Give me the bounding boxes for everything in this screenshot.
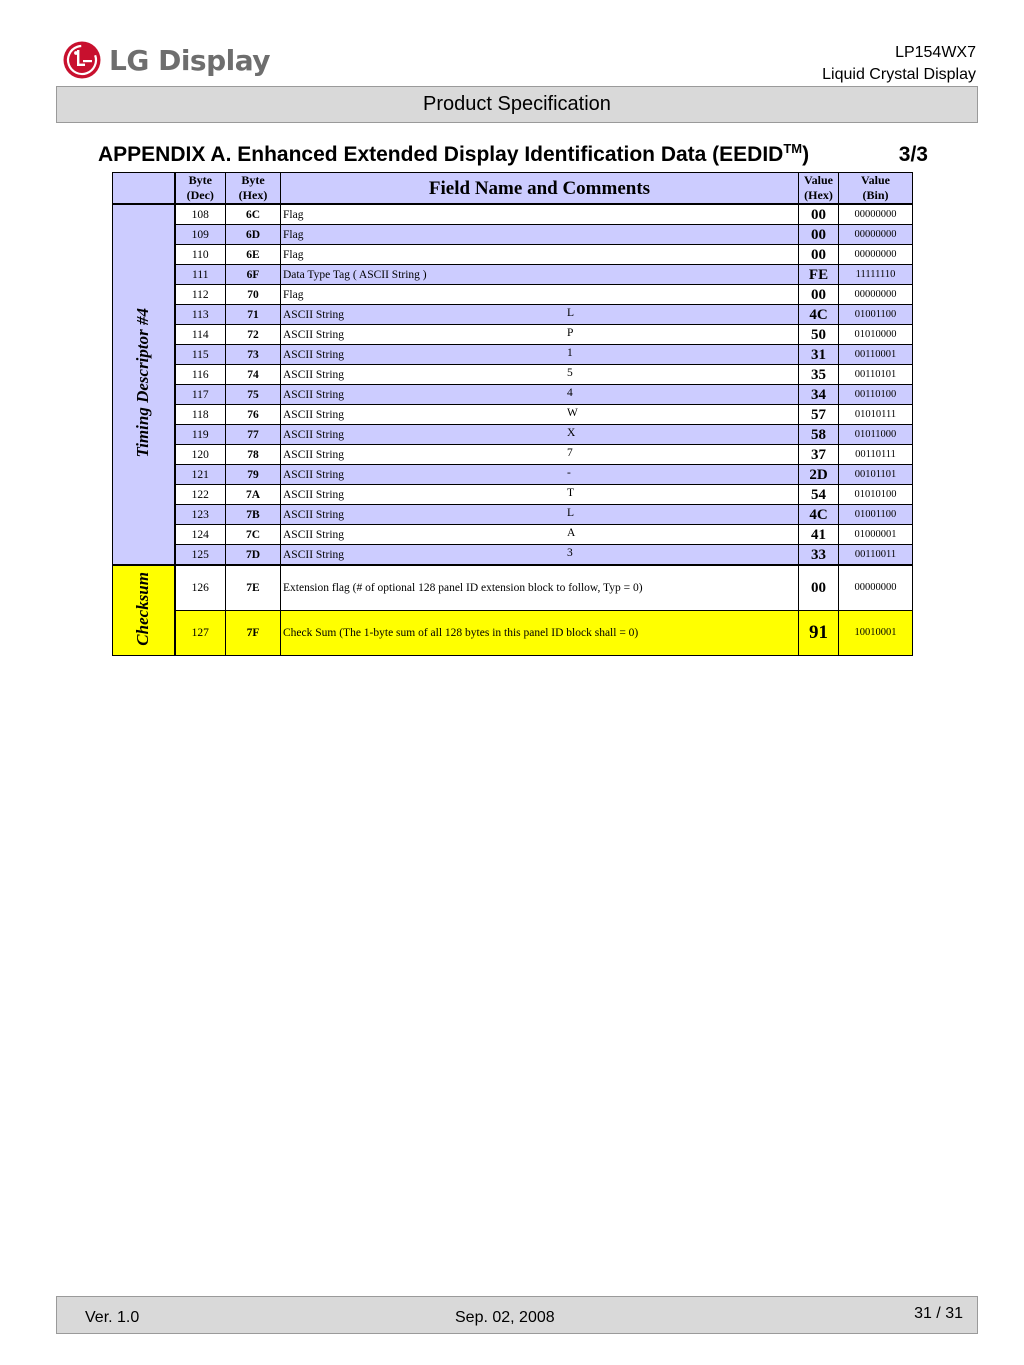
byte-dec-cell: 113: [175, 305, 226, 325]
field-cell: [281, 385, 799, 405]
header-corner: [113, 173, 175, 205]
table-row: [113, 485, 913, 505]
appendix-heading: [98, 141, 809, 167]
byte-dec-cell: 126: [175, 565, 226, 611]
footer-version: Ver. 1.0: [85, 1309, 140, 1326]
byte-dec-cell: 108: [175, 204, 226, 225]
table-row: [113, 325, 913, 345]
value-bin-cell: 10010001: [839, 611, 913, 656]
value-bin-cell: 11111110: [839, 265, 913, 285]
value-hex-cell: 00: [799, 245, 839, 265]
field-cell: [281, 611, 799, 656]
value-hex-cell: 4C: [799, 505, 839, 525]
byte-hex-cell: 7C: [226, 525, 281, 545]
value-hex-cell: 00: [799, 225, 839, 245]
header-byte-dec: Byte (Dec): [175, 173, 226, 205]
byte-dec-cell: 127: [175, 611, 226, 656]
field-cell: [281, 204, 799, 225]
field-name: ASCII String: [283, 548, 345, 561]
table-row: [113, 385, 913, 405]
ascii-char: A: [567, 527, 576, 539]
table-row: [113, 245, 913, 265]
byte-dec-cell: 123: [175, 505, 226, 525]
ascii-char: 7: [567, 447, 573, 459]
value-hex-cell: 41: [799, 525, 839, 545]
byte-hex-cell: 72: [226, 325, 281, 345]
header-byte-hex: Byte (Hex): [226, 173, 281, 205]
field-cell: [281, 485, 799, 505]
value-hex-cell: 54: [799, 485, 839, 505]
field-name: Flag: [283, 208, 304, 221]
field-name: Data Type Tag ( ASCII String ): [283, 268, 427, 281]
byte-hex-cell: 7E: [226, 565, 281, 611]
byte-dec-cell: 112: [175, 285, 226, 305]
field-name: ASCII String: [283, 388, 345, 401]
value-hex-cell: 00: [799, 565, 839, 611]
byte-hex-cell: 75: [226, 385, 281, 405]
field-cell: [281, 425, 799, 445]
value-bin-cell: 01010000: [839, 325, 913, 345]
field-name: ASCII String: [283, 328, 345, 341]
byte-dec-cell: 116: [175, 365, 226, 385]
table-row: [113, 611, 913, 656]
value-bin-cell: 00110101: [839, 365, 913, 385]
table-row: [113, 505, 913, 525]
appendix-heading-close: ): [802, 143, 810, 166]
field-cell: [281, 305, 799, 325]
byte-dec-cell: 124: [175, 525, 226, 545]
byte-dec-cell: 117: [175, 385, 226, 405]
field-name: Flag: [283, 248, 304, 261]
value-hex-cell: 00: [799, 204, 839, 225]
field-cell: [281, 325, 799, 345]
field-name: ASCII String: [283, 428, 345, 441]
field-cell: [281, 265, 799, 285]
byte-dec-cell: 110: [175, 245, 226, 265]
table-header-row: [113, 173, 913, 205]
byte-hex-cell: 71: [226, 305, 281, 325]
value-bin-cell: 00110100: [839, 385, 913, 405]
table-body: [113, 204, 913, 656]
byte-hex-cell: 6D: [226, 225, 281, 245]
value-hex-cell: 2D: [799, 465, 839, 485]
field-cell: [281, 445, 799, 465]
value-bin-cell: 00000000: [839, 245, 913, 265]
field-cell: [281, 225, 799, 245]
footer-date: Sep. 02, 2008: [455, 1309, 555, 1326]
header-value-bin: Value (Bin): [839, 173, 913, 205]
value-bin-cell: 01010111: [839, 405, 913, 425]
field-cell: [281, 525, 799, 545]
section-label-text: Checksum: [133, 571, 153, 646]
spec-title: Product Specification: [423, 93, 611, 115]
byte-dec-cell: 121: [175, 465, 226, 485]
table-row: [113, 545, 913, 566]
field-cell: [281, 405, 799, 425]
lg-display-logo: [63, 38, 270, 82]
value-bin-cell: 00110111: [839, 445, 913, 465]
ascii-char: X: [567, 427, 576, 439]
value-bin-cell: 00000000: [839, 225, 913, 245]
field-name: ASCII String: [283, 348, 345, 361]
section-label-text: Timing Descriptor #4: [133, 307, 153, 458]
field-cell: [281, 565, 799, 611]
field-name: Flag: [283, 228, 304, 241]
footer-page: 31 / 31: [914, 1305, 963, 1322]
value-hex-cell: 57: [799, 405, 839, 425]
table-row: [113, 525, 913, 545]
value-bin-cell: 01001100: [839, 305, 913, 325]
appendix-title: [98, 141, 928, 167]
footer-bar: [56, 1296, 978, 1334]
brand-name: LG Display: [109, 43, 271, 77]
value-hex-cell: 34: [799, 385, 839, 405]
value-hex-cell: 58: [799, 425, 839, 445]
edid-table: [112, 172, 913, 656]
table-row: [113, 285, 913, 305]
field-cell: [281, 465, 799, 485]
field-name: ASCII String: [283, 468, 345, 481]
value-hex-cell: 33: [799, 545, 839, 566]
table-row: [113, 445, 913, 465]
ascii-char: -: [567, 467, 571, 479]
value-bin-cell: 00110001: [839, 345, 913, 365]
value-bin-cell: 01000001: [839, 525, 913, 545]
ascii-char: 5: [567, 367, 573, 379]
byte-dec-cell: 120: [175, 445, 226, 465]
byte-hex-cell: 7B: [226, 505, 281, 525]
ascii-char: 4: [567, 387, 573, 399]
field-name: ASCII String: [283, 508, 345, 521]
header-field: Field Name and Comments: [281, 173, 799, 205]
ascii-char: 3: [567, 547, 573, 559]
byte-hex-cell: 79: [226, 465, 281, 485]
ascii-char: 1: [567, 347, 573, 359]
value-hex-cell: 00: [799, 285, 839, 305]
field-cell: [281, 345, 799, 365]
field-name: ASCII String: [283, 408, 345, 421]
table-row: [113, 305, 913, 325]
table-row: [113, 225, 913, 245]
trademark-sup: TM: [783, 141, 803, 156]
field-cell: [281, 365, 799, 385]
field-cell: [281, 505, 799, 525]
value-bin-cell: 01010100: [839, 485, 913, 505]
field-cell: [281, 245, 799, 265]
field-name: Check Sum (The 1-byte sum of all 128 bytes in this panel ID block shall = 0): [283, 627, 639, 639]
document-meta: [822, 42, 976, 86]
table-row: [113, 265, 913, 285]
value-bin-cell: 00101101: [839, 465, 913, 485]
byte-hex-cell: 76: [226, 405, 281, 425]
field-name: ASCII String: [283, 528, 345, 541]
byte-hex-cell: 7D: [226, 545, 281, 566]
value-hex-cell: FE: [799, 265, 839, 285]
byte-hex-cell: 73: [226, 345, 281, 365]
header-value-hex: Value (Hex): [799, 173, 839, 205]
table-row: [113, 425, 913, 445]
byte-hex-cell: 7A: [226, 485, 281, 505]
table-row: [113, 204, 913, 225]
byte-dec-cell: 125: [175, 545, 226, 566]
byte-hex-cell: 6F: [226, 265, 281, 285]
value-hex-cell: 35: [799, 365, 839, 385]
appendix-page-part: 3/3: [898, 143, 928, 166]
value-hex-cell: 37: [799, 445, 839, 465]
value-hex-cell: 50: [799, 325, 839, 345]
value-hex-cell: 91: [799, 611, 839, 656]
byte-hex-cell: 70: [226, 285, 281, 305]
timing-descriptor-section-label: [113, 204, 175, 565]
field-name: ASCII String: [283, 368, 345, 381]
field-name: ASCII String: [283, 488, 345, 501]
byte-hex-cell: 78: [226, 445, 281, 465]
value-bin-cell: 01001100: [839, 505, 913, 525]
ascii-char: P: [567, 327, 574, 339]
byte-dec-cell: 115: [175, 345, 226, 365]
byte-dec-cell: 111: [175, 265, 226, 285]
table-row: [113, 465, 913, 485]
byte-dec-cell: 114: [175, 325, 226, 345]
byte-dec-cell: 122: [175, 485, 226, 505]
field-name: Flag: [283, 288, 304, 301]
spec-title-bar: [56, 86, 978, 123]
value-bin-cell: 00110011: [839, 545, 913, 566]
ascii-char: L: [567, 507, 575, 519]
field-cell: [281, 285, 799, 305]
byte-dec-cell: 109: [175, 225, 226, 245]
field-name: ASCII String: [283, 448, 345, 461]
model-number: LP154WX7: [895, 44, 976, 61]
ascii-char: W: [567, 407, 578, 419]
value-bin-cell: 01011000: [839, 425, 913, 445]
byte-hex-cell: 77: [226, 425, 281, 445]
value-bin-cell: 00000000: [839, 565, 913, 611]
byte-dec-cell: 119: [175, 425, 226, 445]
table-row: [113, 345, 913, 365]
byte-hex-cell: 74: [226, 365, 281, 385]
value-hex-cell: 4C: [799, 305, 839, 325]
field-cell: [281, 545, 799, 566]
value-bin-cell: 00000000: [839, 204, 913, 225]
table-row: [113, 565, 913, 611]
byte-hex-cell: 6C: [226, 204, 281, 225]
value-hex-cell: 31: [799, 345, 839, 365]
byte-hex-cell: 6E: [226, 245, 281, 265]
byte-hex-cell: 7F: [226, 611, 281, 656]
product-type: Liquid Crystal Display: [822, 66, 976, 83]
ascii-char: T: [567, 487, 575, 499]
checksum-section-label: [113, 565, 175, 656]
ascii-char: L: [567, 307, 575, 319]
field-name: ASCII String: [283, 308, 345, 321]
field-name: Extension flag (# of optional 128 panel ID extension block to follow, Typ = 0): [283, 582, 643, 594]
appendix-heading-text: APPENDIX A. Enhanced Extended Display Identification Data (EEDID: [98, 143, 784, 166]
lg-face-icon: [63, 41, 101, 79]
value-bin-cell: 00000000: [839, 285, 913, 305]
table-row: [113, 365, 913, 385]
table-row: [113, 405, 913, 425]
byte-dec-cell: 118: [175, 405, 226, 425]
